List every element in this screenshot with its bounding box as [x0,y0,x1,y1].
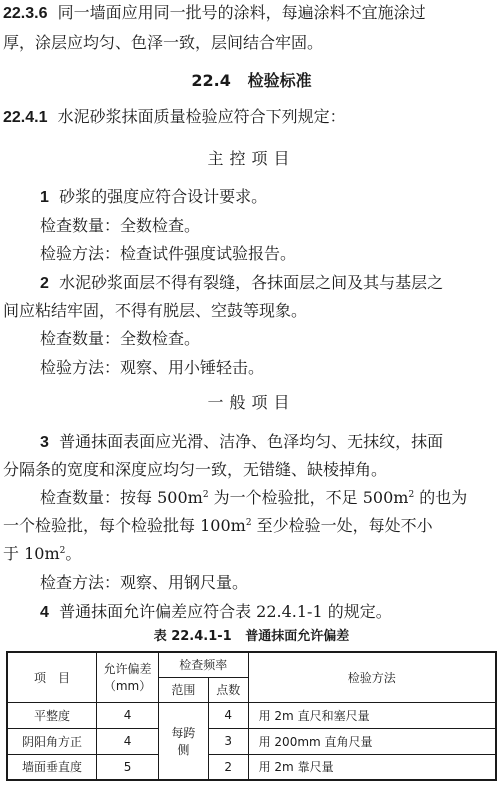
main-items-heading: 主控项目 [207,149,296,168]
superscript: 2 [202,490,209,500]
section-number: 22.4 [191,71,231,90]
item-text: 普通抹面允许偏差应符合表 22.4.1-1 的规定。 [59,602,392,621]
cell-range-merged [159,702,209,780]
cell-item: 阴阳角方正 [7,728,97,754]
clause-text: 同一墙面应用同一批号的涂料，每遍涂料不宜施涂过 [57,3,426,22]
item-text: 水泥砂浆面层不得有裂缝，各抹面层之间及其与基层之 [59,273,444,292]
clause-text: 水泥砂浆抹面质量检验应符合下列规定： [57,107,346,126]
item-3-line2: 分隔条的宽度和深度应均匀一致，无错缝、缺棱掉角。 [3,460,388,479]
item-number: 2 [40,275,49,292]
cell-allowance: 5 [97,754,159,780]
clause-number: 22.3.6 [3,5,48,22]
clause-22-3-6-line1 [3,2,426,25]
tolerance-table [6,651,497,781]
cell-allowance: 4 [97,728,159,754]
text-fragment: 。 [65,544,82,563]
cell-item: 平整度 [7,702,97,728]
item-4 [40,601,392,624]
item-text: 普通抹面表面应光滑、洁净、色泽均匀、无抹纹，抹面 [59,432,444,451]
cell-allowance: 4 [97,702,159,728]
header-method: 检验方法 [248,652,496,702]
header-allowance-line2: （mm） [103,679,152,694]
text-fragment: 至少检验一处，每处不小 [251,516,433,535]
text-fragment: 检查数量：按每 500m [40,488,203,507]
item-3-quantity-line3 [3,543,81,565]
clause-number: 22.4.1 [3,109,48,126]
item-2-line2: 间应粘结牢固，不得有脱层、空鼓等现象。 [3,301,308,320]
clause-22-3-6-line2: 厚，涂层应均匀、色泽一致，层间结合牢固。 [3,33,324,52]
item-2-method: 检验方法：观察、用小锤轻击。 [40,358,265,377]
item-number: 4 [40,604,49,621]
table-title: 普通抹面允许偏差 [245,629,350,644]
text-fragment: 于 10m [3,544,60,563]
clause-22-4-1 [3,106,346,129]
section-title: 检验标准 [247,71,312,90]
item-2-line1 [40,272,443,295]
cell-points: 2 [208,754,248,780]
superscript: 2 [59,546,66,556]
header-range: 范围 [159,677,209,702]
text-fragment: 一个检验批，每个检验批每 100m [3,516,246,535]
table-row [7,754,496,780]
section-heading-22-4 [0,70,503,92]
cell-points: 4 [208,702,248,728]
superscript: 2 [408,490,415,500]
item-number: 3 [40,434,49,451]
item-number: 1 [40,189,49,206]
item-1 [40,186,267,209]
table-number: 表 22.4.1-1 [153,629,232,644]
item-1-method: 检验方法：检查试件强度试验报告。 [40,244,297,263]
range-line2: 侧 [177,742,190,757]
cell-method: 用 2m 直尺和塞尺量 [248,702,496,728]
table-caption [0,626,503,648]
header-item: 项 目 [7,652,97,702]
table-row [7,702,496,728]
table-header-row [7,652,496,677]
text-fragment: 的也为 [414,488,468,507]
table-row [7,728,496,754]
item-2-quantity: 检查数量：全数检查。 [40,329,201,348]
item-3-quantity-line2 [3,515,433,537]
cell-points: 3 [208,728,248,754]
item-3-quantity-line1 [40,487,467,509]
item-1-quantity: 检查数量：全数检查。 [40,216,201,235]
item-3-line1 [40,431,443,454]
range-line1: 每跨 [171,725,196,740]
header-allowance [97,652,159,702]
cell-method: 用 200mm 直角尺量 [248,728,496,754]
superscript: 2 [245,518,252,528]
cell-method: 用 2m 靠尺量 [248,754,496,780]
item-text: 砂浆的强度应符合设计要求。 [59,187,268,206]
header-frequency: 检查频率 [159,652,249,677]
header-allowance-line1: 允许偏差 [103,662,152,677]
text-fragment: 为一个检验批，不足 500m [208,488,409,507]
item-3-method: 检查方法：观察、用钢尺量。 [40,573,249,592]
header-points: 点数 [208,677,248,702]
cell-item: 墙面垂直度 [7,754,97,780]
general-items-heading: 一般项目 [207,393,296,412]
